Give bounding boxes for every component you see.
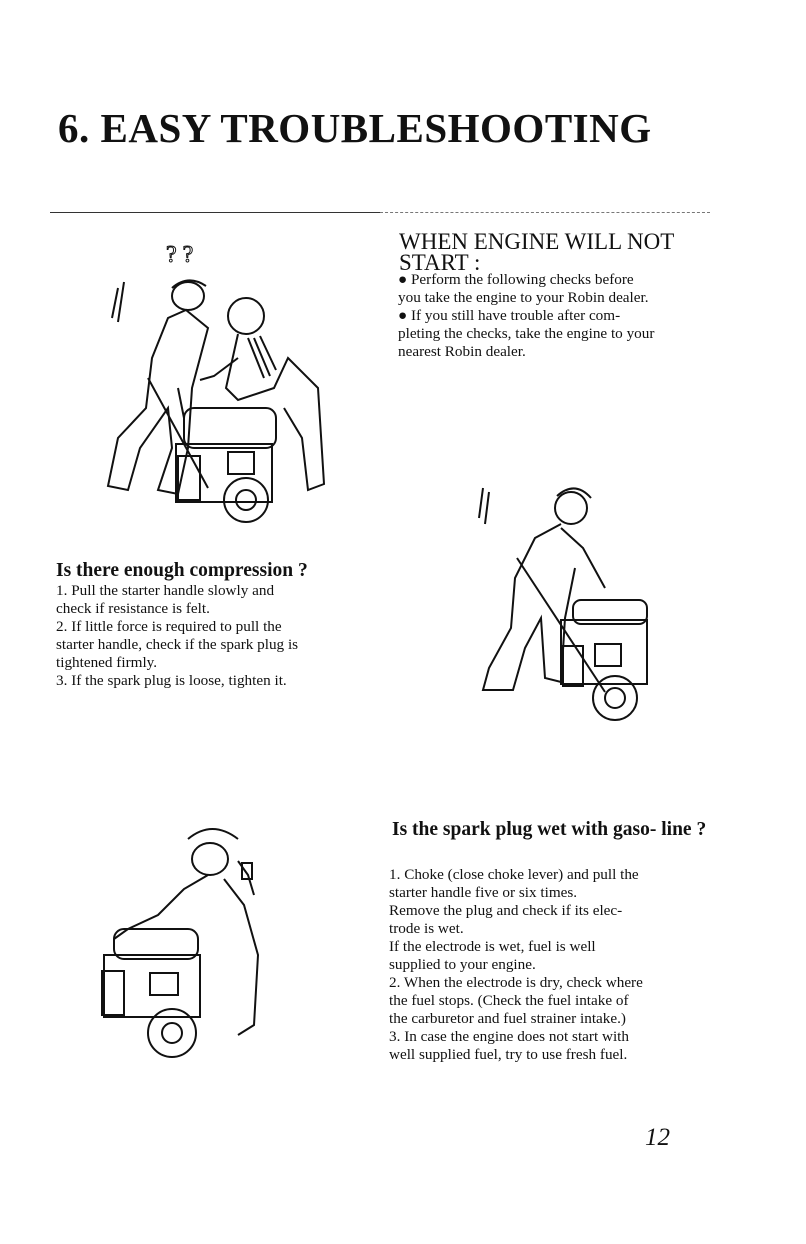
spark-line-6: supplied to your engine. (389, 956, 536, 973)
compression-line-4: starter handle, check if the spark plug is (56, 636, 299, 653)
page-title: 6. EASY TROUBLESHOOTING (58, 105, 652, 151)
spark-section-body (389, 866, 702, 1064)
spark-line-4: trode is wet. (389, 920, 464, 937)
engine-line-4: pleting the checks, take the engine to your (398, 325, 655, 342)
compression-line-2: check if resistance is felt. (56, 600, 210, 617)
spark-line-2: starter handle five or six times. (389, 884, 578, 901)
compression-line-3: 2. If little force is required to pull the (56, 618, 282, 635)
engine-line-1: ● Perform the following checks before (398, 271, 634, 288)
spark-line-10: 3. In case the engine does not start with (389, 1028, 629, 1045)
illustration-two-men-inspecting-engine (88, 238, 338, 538)
question-marks: ? ? (166, 242, 194, 268)
spark-line-3: Remove the plug and check if its elec- (389, 902, 623, 919)
spark-section-title: Is the spark plug wet with gaso- line ? (392, 819, 707, 840)
compression-line-5: tightened firmly. (56, 654, 158, 671)
man-right-figure (200, 298, 324, 490)
spark-line-7: 2. When the electrode is dry, check where (389, 974, 643, 991)
spark-line-5: If the electrode is wet, fuel is well (389, 938, 596, 955)
spark-line-9: the carburetor and fuel strainer intake.) (389, 1010, 626, 1027)
engine-drawing (148, 378, 276, 522)
divider-left (50, 212, 380, 213)
spark-line-8: the fuel stops. (Check the fuel intake of (389, 992, 629, 1009)
engine-line-5: nearest Robin dealer. (398, 343, 526, 360)
compression-line-6: 3. If the spark plug is loose, tighten it. (56, 672, 287, 689)
engine-section-body (398, 271, 708, 361)
illustration-man-examining-spark-plug (88, 805, 278, 1065)
spark-line-11: well supplied fuel, try to use fresh fuel. (389, 1046, 628, 1063)
compression-line-1: 1. Pull the starter handle slowly and (56, 582, 275, 599)
compression-section-title: Is there enough compression ? (56, 560, 308, 581)
illustration-man-pulling-starter (465, 468, 665, 728)
engine-line-3: ● If you still have trouble after com- (398, 307, 621, 324)
spark-line-1: 1. Choke (close choke lever) and pull the (389, 866, 639, 883)
engine-section-title: WHEN ENGINE WILL NOT START : (399, 229, 674, 275)
page-number: 12 (645, 1124, 670, 1151)
divider-right (380, 212, 710, 213)
compression-section-body (56, 582, 366, 690)
engine-line-2: you take the engine to your Robin dealer. (398, 289, 649, 306)
